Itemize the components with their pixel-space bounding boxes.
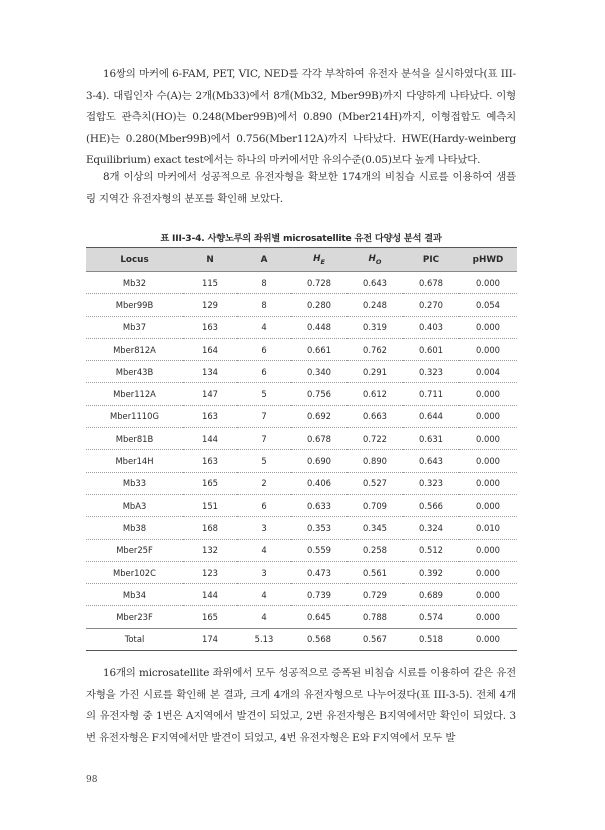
table-cell: 0.561 [347, 561, 403, 583]
page-number: 98 [86, 775, 98, 785]
table-cell: 0.323 [403, 472, 459, 494]
table-cell: 0.000 [459, 428, 517, 450]
table-cell: 0.270 [403, 294, 459, 316]
table-cell: 0.000 [459, 494, 517, 516]
table-row [86, 450, 517, 472]
table-cell: 0.000 [459, 539, 517, 561]
table-row [86, 405, 517, 427]
table-cell: 163 [183, 450, 237, 472]
table-cell: 0.568 [291, 628, 347, 650]
table-caption: 표 III-3-4. 사향노루의 좌위별 microsatellite 유전 다양성 분석 결과 [160, 233, 442, 244]
table-cell: 3 [237, 517, 291, 539]
table-cell: 0.000 [459, 338, 517, 360]
table-cell: 4 [237, 316, 291, 338]
table-row [86, 561, 517, 583]
table-cell: 0.643 [403, 450, 459, 472]
table-cell: 0.633 [291, 494, 347, 516]
header-he: $H_E$ [291, 248, 347, 272]
table-cell: 163 [183, 405, 237, 427]
table-cell: 3 [237, 561, 291, 583]
table-cell: 0.762 [347, 338, 403, 360]
table-row [86, 361, 517, 383]
table-cell: 0.690 [291, 450, 347, 472]
table-cell: 0.643 [347, 272, 403, 294]
diversity-table [86, 247, 517, 651]
table-cell: 0.473 [291, 561, 347, 583]
table-row [86, 383, 517, 405]
table-cell: 174 [183, 628, 237, 650]
table-cell: Mber1110G [86, 405, 183, 427]
table-cell: 115 [183, 272, 237, 294]
table-cell: 5 [237, 383, 291, 405]
table-cell: 8 [237, 272, 291, 294]
header-n: N [183, 248, 237, 272]
table-cell: 0.601 [403, 338, 459, 360]
table-cell: 0.392 [403, 561, 459, 583]
table-row [86, 472, 517, 494]
table-row [86, 316, 517, 338]
header-phwd: pHWD [459, 248, 517, 272]
table-cell: 2 [237, 472, 291, 494]
table-row [86, 517, 517, 539]
table-cell: 123 [183, 561, 237, 583]
paragraph-genotypes: 16개의 microsatellite 좌위에서 모두 성공적으로 증폭된 비침습 시료를 이용하여 같은 유전자형을 가진 시료를 확인해 본 결과, 크게 4개의 유전자형으로 나누어졌다(표 III-3-5). 전체 4개의 유전자형 중 1번은 A지역에서 발견이 되었고, 2번 유전자형은 B지역에서만 확인이 되었다. 3번 유전자형은 F지역에서만 발견이 되었고, 4번 유전자형은 E와 F지역에서 모두 발 [86, 667, 516, 744]
table-cell: Mber43B [86, 361, 183, 383]
table-cell: 0.323 [403, 361, 459, 383]
table-cell: 0.000 [459, 628, 517, 650]
header-pic: PIC [403, 248, 459, 272]
table-cell: 144 [183, 584, 237, 606]
table-cell: 0.678 [291, 428, 347, 450]
table-cell: 6 [237, 494, 291, 516]
table-row [86, 338, 517, 360]
table-cell: 129 [183, 294, 237, 316]
table-cell: 0.280 [291, 294, 347, 316]
table-cell: 0.512 [403, 539, 459, 561]
table-cell: 0.324 [403, 517, 459, 539]
table-cell: 0.258 [347, 539, 403, 561]
table-cell: 0.291 [347, 361, 403, 383]
table-cell: Mber14H [86, 450, 183, 472]
table-row [86, 294, 517, 316]
table-cell: 0.319 [347, 316, 403, 338]
table-cell: 0.518 [403, 628, 459, 650]
table-cell: 7 [237, 428, 291, 450]
table-cell: Mber812A [86, 338, 183, 360]
table-cell: 8 [237, 294, 291, 316]
table-cell: 4 [237, 584, 291, 606]
table-cell: 0.689 [403, 584, 459, 606]
table-cell: 0.000 [459, 472, 517, 494]
table-cell: MbA3 [86, 494, 183, 516]
table-cell: 0.406 [291, 472, 347, 494]
table-cell: Mber112A [86, 383, 183, 405]
table-cell: 0.010 [459, 517, 517, 539]
table-cell: 0.353 [291, 517, 347, 539]
table-total-row [86, 628, 517, 650]
header-a: A [237, 248, 291, 272]
table-cell: Mber25F [86, 539, 183, 561]
table-cell: 0.574 [403, 606, 459, 628]
table-cell: 0.566 [403, 494, 459, 516]
table-cell: 168 [183, 517, 237, 539]
table-cell: 0.000 [459, 450, 517, 472]
table-cell: 0.000 [459, 272, 517, 294]
table-cell: 0.000 [459, 316, 517, 338]
table-cell: Mber99B [86, 294, 183, 316]
table-cell: 0.692 [291, 405, 347, 427]
table-cell: 0.612 [347, 383, 403, 405]
table-cell: 0.000 [459, 561, 517, 583]
table-cell: Total [86, 628, 183, 650]
table-cell: 0.567 [347, 628, 403, 650]
table-cell: 0.722 [347, 428, 403, 450]
table-cell: 0.559 [291, 539, 347, 561]
table-cell: Mb33 [86, 472, 183, 494]
table-cell: 4 [237, 539, 291, 561]
table-cell: 0.645 [291, 606, 347, 628]
table-row [86, 606, 517, 628]
table-cell: 164 [183, 338, 237, 360]
table-cell: 165 [183, 472, 237, 494]
table-cell: 6 [237, 338, 291, 360]
table-body [86, 272, 517, 651]
table-cell: Mb34 [86, 584, 183, 606]
table-cell: 5.13 [237, 628, 291, 650]
table-cell: 0.345 [347, 517, 403, 539]
table-cell: 0.739 [291, 584, 347, 606]
table-cell: 147 [183, 383, 237, 405]
table-cell: Mb38 [86, 517, 183, 539]
table-cell: 7 [237, 405, 291, 427]
table-cell: 134 [183, 361, 237, 383]
table-cell: 0.000 [459, 383, 517, 405]
table-cell: 0.729 [347, 584, 403, 606]
table-row [86, 428, 517, 450]
table-cell: 0.340 [291, 361, 347, 383]
table-cell: 0.248 [347, 294, 403, 316]
header-locus: Locus [86, 248, 183, 272]
table-cell: 163 [183, 316, 237, 338]
table-cell: Mb32 [86, 272, 183, 294]
table-cell: 5 [237, 450, 291, 472]
table-cell: 0.000 [459, 584, 517, 606]
table-cell: 0.403 [403, 316, 459, 338]
table-cell: 0.000 [459, 405, 517, 427]
table-cell: 0.678 [403, 272, 459, 294]
table-cell: 0.644 [403, 405, 459, 427]
table-row [86, 539, 517, 561]
table-cell: 0.728 [291, 272, 347, 294]
table-cell: 0.788 [347, 606, 403, 628]
table-row [86, 272, 517, 294]
table-cell: 0.000 [459, 606, 517, 628]
table-cell: 0.663 [347, 405, 403, 427]
table-cell: 6 [237, 361, 291, 383]
table-cell: 0.890 [347, 450, 403, 472]
paragraph-intro: 16쌍의 마커에 6-FAM, PET, VIC, NED를 각각 부착하여 유전자 분석을 실시하였다(표 III-3-4). 대립인자 수(A)는 2개(Mb33)에서 8개(Mb32, Mber99B)까지 다양하게 나타났다. 이형접합도 관측치(HO)는 0.248(Mber99B)에서 0.890 (Mber214H)까지, 이형접합도 예측치(HE)는 0.280(Mber99B)에서 0.756(Mber112A)까지 나타났다. HWE(Hardy-weinberg Equilibrium) exact test에서는 하나의 마커에서만 유의수준(0.05)보다 높게 나타났다. [86, 68, 516, 166]
table-cell: 0.756 [291, 383, 347, 405]
table-cell: 0.448 [291, 316, 347, 338]
table-cell: 0.631 [403, 428, 459, 450]
table-cell: 165 [183, 606, 237, 628]
table-row [86, 584, 517, 606]
table-cell: Mber102C [86, 561, 183, 583]
table-cell: 0.054 [459, 294, 517, 316]
table-cell: Mb37 [86, 316, 183, 338]
table-header-row [86, 248, 517, 272]
table-cell: 4 [237, 606, 291, 628]
table-cell: 151 [183, 494, 237, 516]
table-cell: 0.709 [347, 494, 403, 516]
paragraph-samples: 8개 이상의 마커에서 성공적으로 유전자형을 확보한 174개의 비침습 시료를 이용하여 샘플링 지역간 유전자형의 분포를 확인해 보았다. [86, 171, 516, 205]
table-cell: 144 [183, 428, 237, 450]
table-cell: Mber81B [86, 428, 183, 450]
table-cell: 0.711 [403, 383, 459, 405]
table-cell: 0.527 [347, 472, 403, 494]
table-cell: Mber23F [86, 606, 183, 628]
table-cell: 0.661 [291, 338, 347, 360]
table-cell: 0.004 [459, 361, 517, 383]
header-ho: $H_O$ [347, 248, 403, 272]
table-cell: 132 [183, 539, 237, 561]
table-row [86, 494, 517, 516]
